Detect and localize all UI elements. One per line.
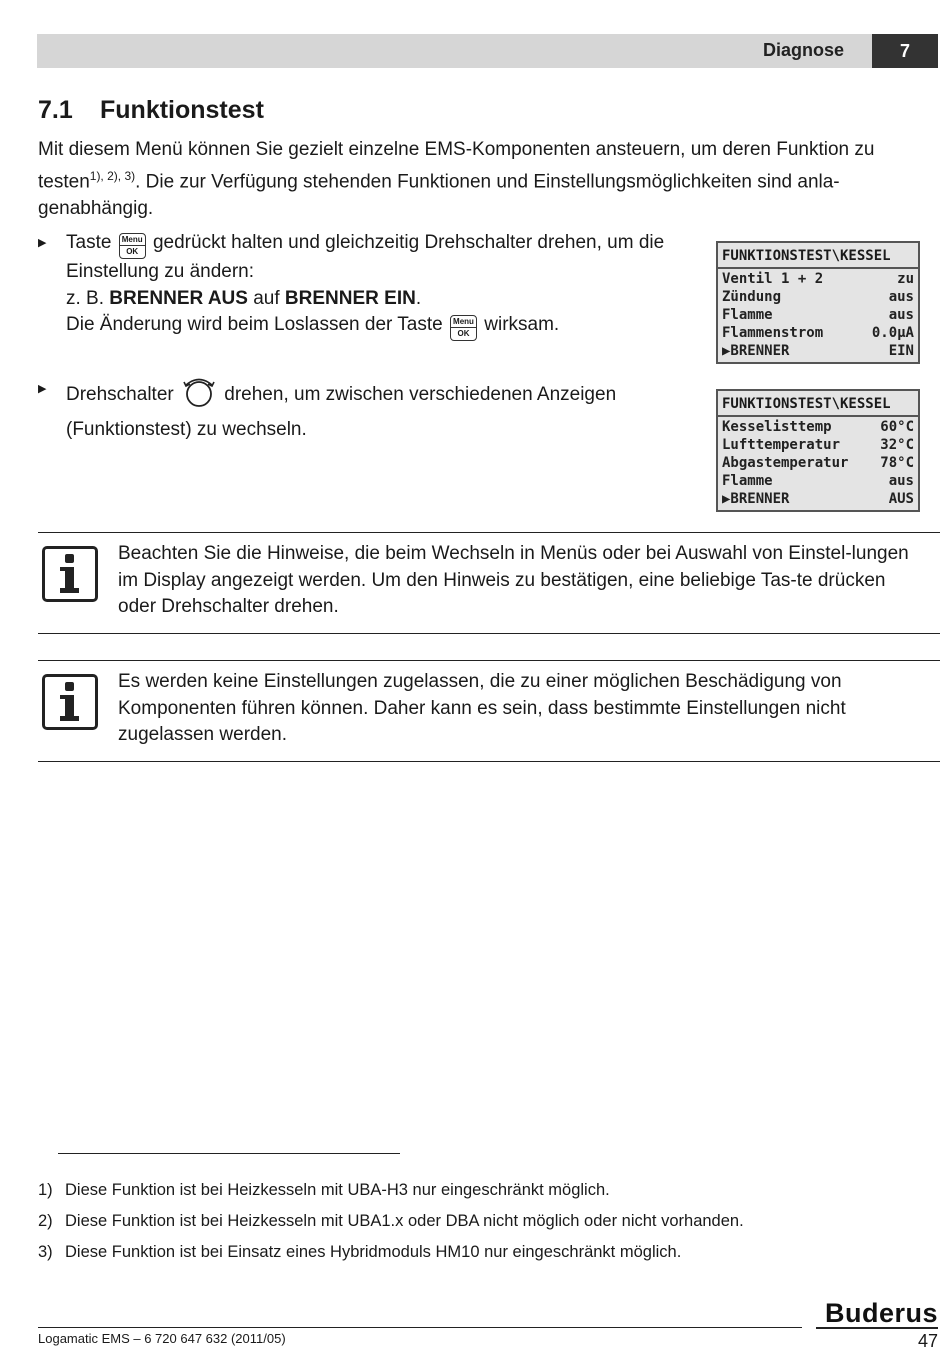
step1-post: gedrückt halten und gleichzeitig Drehschalter drehen, um die Einstellung zu ändern:	[66, 232, 665, 282]
footer-divider	[38, 1327, 802, 1328]
example-to: BRENNER EIN	[284, 287, 416, 309]
heading-number: 7.1	[38, 96, 73, 124]
footnote-text: Diese Funktion ist bei Heizkesseln mit UBA-H3 nur eingeschränkt möglich.	[65, 1181, 610, 1199]
lcd-display-1	[716, 241, 920, 364]
divider	[38, 532, 940, 533]
lcd-row	[718, 418, 918, 436]
lcd-row-value: zu	[897, 271, 914, 287]
document-id: Logamatic EMS – 6 720 647 632 (2011/05)	[38, 1331, 286, 1346]
lcd-row-value: aus	[888, 289, 914, 305]
page-heading	[38, 96, 264, 125]
example-mid: auf	[253, 287, 280, 309]
footnote-1	[38, 1180, 610, 1200]
bullet-arrow-icon: ▶	[38, 383, 47, 395]
key-top-label: Menu	[453, 317, 474, 326]
intro-part2: . Die zur Verfügung stehenden Funktionen und Einstellungsmöglichkeiten sind anla-genabhängig.	[38, 171, 840, 220]
lcd-row-label: Ventil 1 + 2	[722, 271, 824, 287]
menu-ok-key-icon	[450, 315, 477, 341]
lcd-row-selected	[718, 342, 918, 360]
lcd-row	[718, 324, 918, 342]
heading-title: Funktionstest	[100, 96, 264, 124]
example-pre: z. B.	[66, 287, 105, 309]
example-end: .	[415, 287, 422, 309]
chapter-number: 7	[872, 34, 938, 68]
lcd-row-value: 0.0µA	[871, 325, 914, 341]
lcd-row-label: ▶BRENNER	[722, 343, 790, 359]
lcd-row-label: Flamme	[722, 307, 773, 323]
lcd-row	[718, 306, 918, 324]
header-bar	[37, 34, 872, 68]
intro-paragraph	[38, 136, 938, 222]
rotary-knob-icon	[181, 376, 217, 417]
key-top-label: Menu	[121, 235, 143, 244]
info-icon	[42, 674, 98, 730]
lcd-row-selected	[718, 490, 918, 508]
note-text-1: Beachten Sie die Hinweise, die beim Wechseln in Menüs oder bei Auswahl von Einstel-lungen im Display angezeigt werden. Um den Hinweis zu bestätigen, eine beliebige Tas-te drücken oder Drehschalter drehen.	[118, 543, 909, 617]
lcd-title: FUNKTIONSTEST\KESSEL	[718, 243, 918, 269]
lcd-row-value: 32°C	[880, 437, 914, 453]
release-pre: Die Änderung wird beim Loslassen der Taste	[66, 314, 443, 335]
section-title: Diagnose	[762, 40, 844, 60]
lcd-row	[718, 288, 918, 306]
brand-logo: Buderus	[824, 1298, 938, 1328]
footnote-number: 1)	[38, 1181, 53, 1199]
divider	[38, 761, 940, 762]
lcd-title: FUNKTIONSTEST\KESSEL	[718, 391, 918, 417]
step1-pre: Taste	[66, 232, 112, 253]
footnote-3	[38, 1242, 681, 1262]
lcd-row-value: aus	[888, 473, 914, 489]
lcd-row-value: EIN	[888, 343, 914, 359]
lcd-row-label: Abgastemperatur	[722, 455, 849, 471]
footnote-2	[38, 1211, 744, 1231]
release-post: wirksam.	[484, 314, 560, 335]
key-bottom-label: OK	[451, 327, 476, 339]
footnote-separator	[58, 1153, 400, 1154]
lcd-row	[718, 270, 918, 288]
divider	[38, 660, 940, 661]
footnote-number: 3)	[38, 1243, 53, 1261]
lcd-row	[718, 454, 918, 472]
lcd-row-label: ▶BRENNER	[722, 491, 790, 507]
info-icon	[42, 546, 98, 602]
lcd-row-value: 60°C	[880, 419, 914, 435]
lcd-row-label: Flammenstrom	[722, 325, 824, 341]
footnote-number: 2)	[38, 1212, 53, 1230]
footnote-text: Diese Funktion ist bei Einsatz eines Hybridmoduls HM10 nur eingeschränkt möglich.	[65, 1243, 682, 1261]
lcd-row-value: aus	[888, 307, 914, 323]
note-text-2: Es werden keine Einstellungen zugelassen, die zu einer möglichen Beschädigung von Komponenten führen können. Daher kann es sein, dass bestimmte Einstellungen nicht zugelassen werden.	[118, 671, 846, 745]
example-from: BRENNER AUS	[109, 287, 248, 309]
lcd-row	[718, 436, 918, 454]
lcd-row-label: Kesselisttemp	[722, 419, 832, 435]
footnote-refs: 1), 2), 3)	[89, 169, 136, 183]
brand-underline	[816, 1327, 938, 1329]
intro-part1: Mit diesem Menü können Sie gezielt einzelne EMS-Komponenten ansteuern, um deren Funktion zu testen	[38, 139, 875, 193]
step2-post: drehen, um zwischen verschiedenen Anzeigen (Funktionstest) zu wechseln.	[66, 384, 617, 440]
bullet-arrow-icon: ▶	[38, 237, 47, 249]
lcd-row-label: Lufttemperatur	[722, 437, 841, 453]
lcd-display-2	[716, 389, 920, 512]
lcd-row-value: 78°C	[880, 455, 914, 471]
page-number: 47	[917, 1331, 938, 1351]
footnote-text: Diese Funktion ist bei Heizkesseln mit UBA1.x oder DBA nicht möglich oder nicht vorhanden.	[65, 1212, 744, 1230]
menu-ok-key-icon	[119, 233, 146, 259]
divider	[38, 633, 940, 634]
lcd-row-label: Flamme	[722, 473, 773, 489]
lcd-row	[718, 472, 918, 490]
lcd-row-value: AUS	[888, 491, 914, 507]
key-bottom-label: OK	[120, 245, 145, 257]
step2-pre: Drehschalter	[66, 384, 174, 405]
lcd-row-label: Zündung	[722, 289, 782, 305]
